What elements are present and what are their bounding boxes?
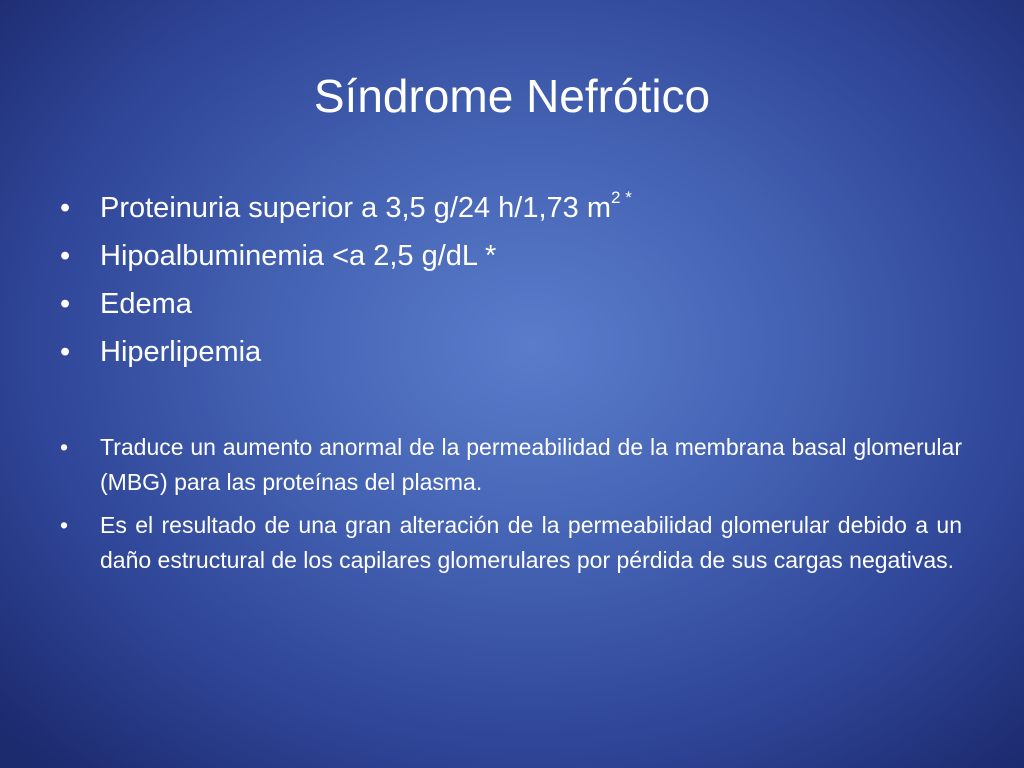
bullet-text: Hipoalbuminemia <a 2,5 g/dL * (100, 240, 497, 272)
paragraph-text: Traduce un aumento anormal de la permeabilidad de la membrana basal glomerular (MBG) para las proteínas del plasma. (100, 434, 962, 495)
list-item (58, 328, 962, 376)
bullet-icon: • (60, 512, 69, 538)
bullet-icon: • (60, 336, 71, 368)
superscript-note: 2 * (611, 188, 632, 207)
key-points-list (58, 184, 962, 376)
slide-title: Síndrome Nefrótico (313, 70, 711, 122)
bullet-icon: • (60, 240, 71, 272)
list-item (58, 184, 962, 232)
list-item (58, 280, 962, 328)
list-item (58, 232, 962, 280)
bullet-text: Edema (100, 288, 192, 320)
paragraph-text: Es el resultado de una gran alteración de la permeabilidad glomerular debido a un daño estructural de los capilares glomerulares por pérdida de sus cargas negativas. (100, 512, 962, 573)
list-item (58, 508, 962, 577)
bullet-text: Proteinuria superior a 3,5 g/24 h/1,73 m (100, 192, 612, 224)
bullet-icon: • (60, 192, 71, 224)
bullet-icon: • (60, 288, 71, 320)
bullet-text: Hiperlipemia (100, 336, 262, 368)
description-list (58, 430, 962, 586)
list-item (58, 430, 962, 499)
bullet-icon: • (60, 434, 69, 460)
